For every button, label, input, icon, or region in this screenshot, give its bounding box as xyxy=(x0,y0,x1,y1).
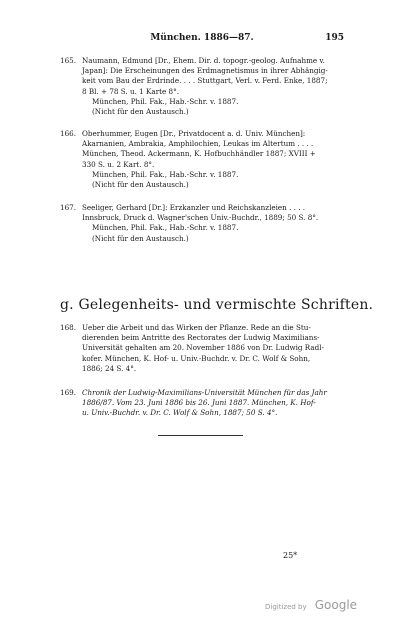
bibliography-entry-169 xyxy=(60,388,342,419)
header-title: München. 1886—87. xyxy=(150,33,254,43)
section-heading: g. Gelegenheits- und vermischte Schriften. xyxy=(60,297,374,313)
entry-line: dierenden beim Antritte des Rectorates der Ludwig Maximilians- xyxy=(82,333,320,343)
entry-line: kofer. München, K. Hof- u. Univ.-Buchdr. v. Dr. C. Wolf & Sohn, xyxy=(82,353,311,363)
entry-number: 165. xyxy=(60,56,77,65)
entry-note: München, Phil. Fak., Hab.-Schr. v. 1887. xyxy=(92,96,239,106)
entry-line: Oberhummer, Eugen [Dr., Privatdocent a. d. Univ. München]: xyxy=(82,129,306,138)
entry-note: München, Phil. Fak., Hab.-Schr. v. 1887. xyxy=(92,169,239,179)
entry-line: Naumann, Edmund [Dr., Ehem. Dir. d. topogr.-geolog. Aufnahme v. xyxy=(82,56,325,65)
entry-number: 167. xyxy=(60,203,77,212)
entry-note: München, Phil. Fak., Hab.-Schr. v. 1887. xyxy=(92,223,239,233)
entry-number: 166. xyxy=(60,129,77,138)
bibliography-entry-166 xyxy=(60,129,342,190)
entry-line: Universität gehalten am 20. November 1886 von Dr. Ludwig Radl- xyxy=(82,343,324,353)
entry-line: u. Univ.-Buchdr. v. Dr. C. Wolf & Sohn, 1887; 50 S. 4°. xyxy=(82,408,278,418)
entry-line: Seeliger, Gerhard [Dr.]: Erzkanzler und Reichskanzleien . . . . xyxy=(82,203,306,212)
entry-note: (Nicht für den Austausch.) xyxy=(92,107,189,117)
entry-line: Chronik der Ludwig-Maximilians-Universität München für das Jahr xyxy=(82,388,327,397)
entry-line: Akarnanien, Ambrakia, Amphilochien, Leukas im Altertum . . . . xyxy=(82,139,314,149)
entry-line: 8 Bl. + 78 S. u. 1 Karte 8°. xyxy=(82,86,180,96)
entry-line: keit vom Bau der Erdrinde. . . . Stuttgart, Verl. v. Ferd. Enke, 1887; xyxy=(82,76,328,86)
digitized-watermark xyxy=(265,594,357,613)
page-number: 195 xyxy=(325,33,344,43)
entry-note: (Nicht für den Austausch.) xyxy=(92,180,189,190)
running-header xyxy=(60,33,344,47)
entry-number: 169. xyxy=(60,388,77,397)
entry-line: Innsbruck, Druck d. Wagner'schen Univ.-Buchdr., 1889; 50 S. 8°. xyxy=(82,213,319,223)
bibliography-entry-167 xyxy=(60,203,342,244)
entry-number: 168. xyxy=(60,323,77,332)
google-logo: Google xyxy=(314,598,358,612)
entry-line: Japan]: Die Erscheinungen des Erdmagnetismus in ihrer Abhängig- xyxy=(82,66,328,76)
watermark-prefix: Digitized by xyxy=(265,603,307,611)
entry-note: (Nicht für den Austausch.) xyxy=(92,233,189,243)
entry-line: 330 S. u. 2 Kart. 8°. xyxy=(82,159,155,169)
signature-mark: 25* xyxy=(283,551,298,560)
bibliography-entry-165 xyxy=(60,56,342,117)
section-divider xyxy=(158,435,243,436)
bibliography-entry-168 xyxy=(60,323,342,374)
entry-line: 1886/87. Vom 23. Juni 1886 bis 26. Juni 1887. München, K. Hof- xyxy=(82,398,316,408)
entry-line: München, Theod. Ackermann, K. Hofbuchhändler 1887; XVIII + xyxy=(82,149,316,159)
entry-line: Ueber die Arbeit und das Wirken der Pflanze. Rede an die Stu- xyxy=(82,323,311,332)
entry-line: 1886; 24 S. 4°. xyxy=(82,363,137,373)
